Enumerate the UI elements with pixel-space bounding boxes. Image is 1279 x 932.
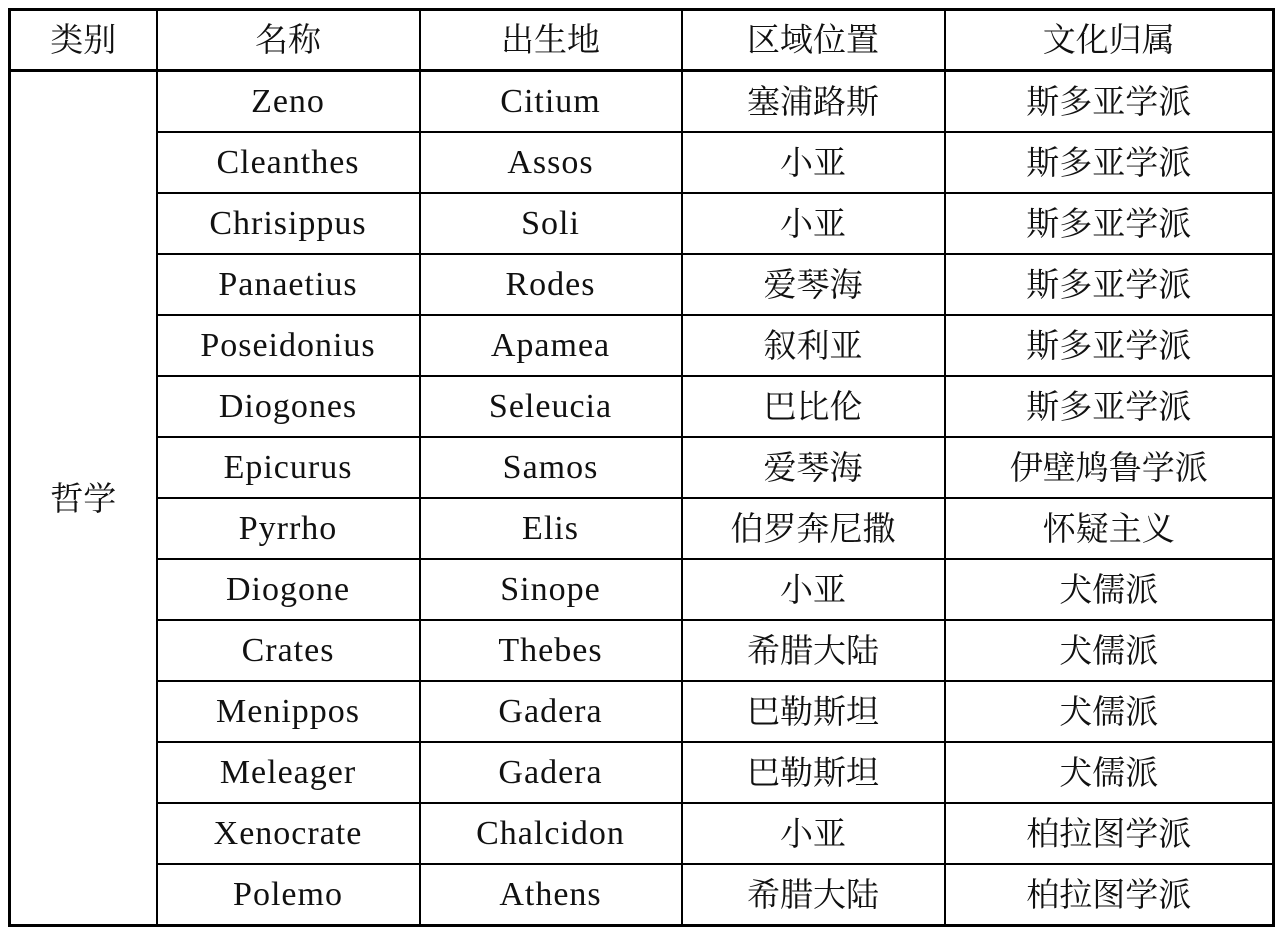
header-category: 类别 [10,10,157,71]
philosopher-name-cell: Diogone [157,559,420,620]
region-cell: 巴比伦 [682,376,945,437]
birthplace-cell: Seleucia [420,376,682,437]
birthplace-cell: Elis [420,498,682,559]
region-cell: 小亚 [682,193,945,254]
table-row [10,376,1274,437]
region-cell: 巴勒斯坦 [682,742,945,803]
school-cell: 斯多亚学派 [945,376,1274,437]
birthplace-cell: Citium [420,71,682,133]
birthplace-cell: Soli [420,193,682,254]
region-cell: 小亚 [682,132,945,193]
school-cell: 柏拉图学派 [945,864,1274,926]
table-row [10,254,1274,315]
school-cell: 犬儒派 [945,559,1274,620]
table-row [10,742,1274,803]
header-row [10,10,1274,71]
table-row [10,132,1274,193]
header-school: 文化归属 [945,10,1274,71]
philosopher-name-cell: Pyrrho [157,498,420,559]
philosopher-name-cell: Crates [157,620,420,681]
school-cell: 斯多亚学派 [945,71,1274,133]
table-row [10,681,1274,742]
table-row [10,437,1274,498]
category-cell: 哲学 [10,71,157,926]
birthplace-cell: Gadera [420,681,682,742]
birthplace-cell: Rodes [420,254,682,315]
birthplace-cell: Athens [420,864,682,926]
table-row [10,315,1274,376]
philosopher-name-cell: Meleager [157,742,420,803]
table-row [10,803,1274,864]
school-cell: 斯多亚学派 [945,132,1274,193]
philosopher-name-cell: Panaetius [157,254,420,315]
school-cell: 犬儒派 [945,742,1274,803]
school-cell: 怀疑主义 [945,498,1274,559]
school-cell: 斯多亚学派 [945,315,1274,376]
table-body [10,71,1274,926]
table-row [10,559,1274,620]
region-cell: 伯罗奔尼撒 [682,498,945,559]
birthplace-cell: Sinope [420,559,682,620]
table-row [10,864,1274,926]
header-region: 区域位置 [682,10,945,71]
philosopher-name-cell: Cleanthes [157,132,420,193]
philosopher-name-cell: Epicurus [157,437,420,498]
table-header [10,10,1274,71]
birthplace-cell: Samos [420,437,682,498]
philosopher-name-cell: Poseidonius [157,315,420,376]
table-row [10,71,1274,133]
birthplace-cell: Chalcidon [420,803,682,864]
school-cell: 伊壁鸠鲁学派 [945,437,1274,498]
school-cell: 犬儒派 [945,620,1274,681]
philosopher-name-cell: Menippos [157,681,420,742]
region-cell: 希腊大陆 [682,620,945,681]
school-cell: 柏拉图学派 [945,803,1274,864]
region-cell: 叙利亚 [682,315,945,376]
philosopher-name-cell: Zeno [157,71,420,133]
header-name: 名称 [157,10,420,71]
region-cell: 巴勒斯坦 [682,681,945,742]
birthplace-cell: Thebes [420,620,682,681]
philosopher-name-cell: Polemo [157,864,420,926]
philosopher-name-cell: Xenocrate [157,803,420,864]
table-row [10,620,1274,681]
region-cell: 小亚 [682,803,945,864]
philosophers-table [8,8,1275,927]
region-cell: 爱琴海 [682,437,945,498]
birthplace-cell: Assos [420,132,682,193]
school-cell: 斯多亚学派 [945,193,1274,254]
region-cell: 爱琴海 [682,254,945,315]
school-cell: 犬儒派 [945,681,1274,742]
birthplace-cell: Gadera [420,742,682,803]
region-cell: 塞浦路斯 [682,71,945,133]
philosopher-name-cell: Chrisippus [157,193,420,254]
school-cell: 斯多亚学派 [945,254,1274,315]
birthplace-cell: Apamea [420,315,682,376]
region-cell: 希腊大陆 [682,864,945,926]
table-row [10,498,1274,559]
header-birthplace: 出生地 [420,10,682,71]
table-row [10,193,1274,254]
philosopher-name-cell: Diogones [157,376,420,437]
region-cell: 小亚 [682,559,945,620]
